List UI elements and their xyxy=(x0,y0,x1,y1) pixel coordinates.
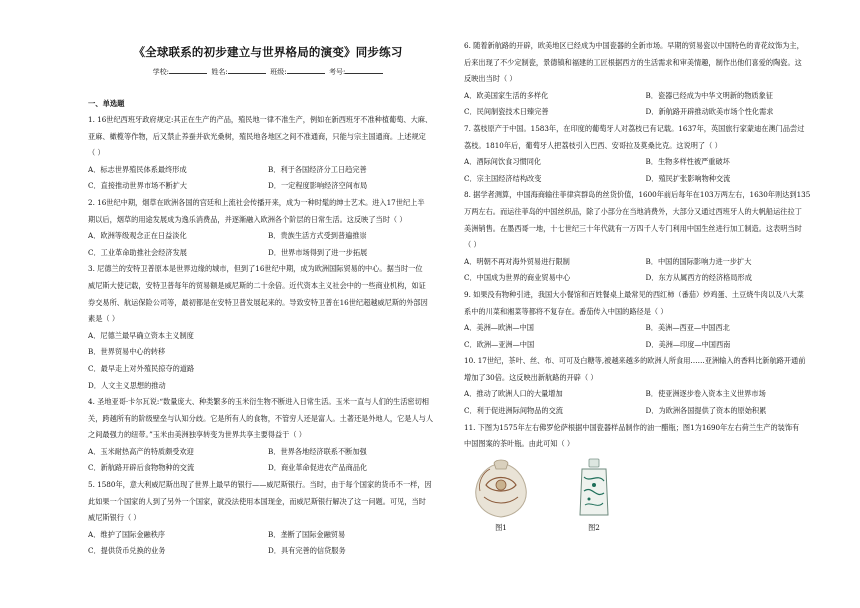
answer-option[interactable]: A．玉米耐热高产的特质颇受欢迎 xyxy=(88,446,194,456)
question-text-line: （ ） xyxy=(464,240,481,250)
question-text-line: （ ） xyxy=(88,148,105,158)
option-group xyxy=(464,386,827,419)
school-blank[interactable] xyxy=(169,66,207,74)
info-name-label: 姓名: xyxy=(211,68,228,76)
question-text-line: 亚麻、橄榄等作物，后又禁止养蚕并砍光桑树，殖民地各地区之间不准通商，只能与宗主国通商。上述规定 xyxy=(88,131,426,141)
question-text-line: 3. 尼德兰的安特卫普原本是世界边缘的城市，但到了16世纪中期，成为欧洲国际贸易的中心。据当时一位 xyxy=(88,264,423,274)
question-block xyxy=(464,121,827,187)
answer-option[interactable]: C．中国成为世界的商业贸易中心 xyxy=(464,273,571,283)
answer-option[interactable]: A．标志世界殖民体系最终形成 xyxy=(88,164,187,174)
answer-option[interactable]: A．明朝不再对海外贸易进行限制 xyxy=(464,256,570,266)
question-text-line: 之间最强力的纽带。”玉米由美洲独享转变为世界共享主要得益于（ ） xyxy=(88,430,306,440)
answer-option[interactable]: D．世界市场得到了进一步拓展 xyxy=(268,247,368,257)
answer-option[interactable]: B．使亚洲逐步卷入资本主义世界市场 xyxy=(645,389,766,399)
question-text-line: 后来出现了不少定制瓷，景德镇和福建的工匠根据西方的生活需求和审美情趣，制作出他们喜爱的陶瓷。这 xyxy=(464,57,802,67)
answer-option[interactable]: B．瓷器已经成为中华文明新的物质象征 xyxy=(645,90,773,100)
answer-option[interactable]: A．欧洲等级观念正在日益淡化 xyxy=(88,231,187,241)
tea-jar-image xyxy=(574,457,614,521)
section-title: 一、单选题 xyxy=(88,99,125,108)
question-block xyxy=(464,353,827,419)
question-text-line: 6. 随着新航路的开辟，欧美地区已经成为中国瓷器的全新市场。早期的贸易瓷以中国特色的青花纹饰为主， xyxy=(464,41,804,50)
answer-option[interactable]: C．直接推动世界市场不断扩大 xyxy=(88,181,187,191)
question-block xyxy=(88,195,448,261)
question-text-line: 系中的川菜和湘菜等都将不复存在。番茄传入中国的路径是（ ） xyxy=(464,306,668,316)
answer-option[interactable]: B．美洲—西亚—中国西北 xyxy=(645,323,730,333)
question-block xyxy=(464,38,827,121)
question-text-line: 2. 16世纪中期，烟草在欧洲各国的宫廷和上流社会传播开来，成为一种时髦的绅士艺术。进入17世纪上半 xyxy=(88,197,425,207)
question-text-line: 9. 如果没有物种引进，我国大小餐馆和百姓餐桌上最常见的西红柿（番茄）炒鸡蛋、土豆烧牛肉以及八大菜 xyxy=(464,289,804,299)
left-question-list xyxy=(88,112,448,560)
option-group xyxy=(88,228,448,261)
question-text-line: 期以后，烟草的用途发展成为逸乐消费品，并逐渐融入欧洲各个阶层的日常生活。这反映了当时（ ） xyxy=(88,214,407,224)
info-id-label: 考号: xyxy=(329,68,346,76)
class-blank[interactable] xyxy=(287,66,325,74)
answer-option[interactable]: D．殖民扩张影响物种交流 xyxy=(645,173,731,183)
answer-option[interactable]: C．最早走上对外殖民掠夺的道路 xyxy=(88,363,195,373)
question-text-line: 此如果一个国家的人到了另外一个国家，就没法使用本国现金，而威尼斯银行解决了这一问题。可见，当时 xyxy=(88,496,426,506)
answer-option[interactable]: B．利于各国经济分工日趋完善 xyxy=(268,164,367,174)
question-block xyxy=(464,420,827,453)
answer-option[interactable]: A．欧美国家生活的多样化 xyxy=(464,90,549,100)
page-title: 《全球联系的初步建立与世界格局的演变》同步练习 xyxy=(133,45,403,59)
question-block xyxy=(88,112,448,195)
option-group xyxy=(464,320,827,353)
figure-2-caption: 图2 xyxy=(588,522,600,532)
left-column xyxy=(88,96,448,560)
id-blank[interactable] xyxy=(345,66,383,74)
answer-option[interactable]: A．尼德兰最早确立资本主义制度 xyxy=(88,330,194,340)
answer-option[interactable]: C．欧洲—亚洲—中国 xyxy=(464,339,535,349)
answer-option[interactable]: A．推动了欧洲人口的大量增加 xyxy=(464,389,563,399)
name-blank[interactable] xyxy=(228,66,266,74)
question-text-line: 关，跨越所有的阶级壁垒与认知分歧。它是所有人的食物，不管穷人还是富人。土著还是外地人，它是人与人 xyxy=(88,413,434,423)
answer-option[interactable]: C．利于促进洲际间物品的交流 xyxy=(464,406,563,416)
vase-image xyxy=(466,457,536,521)
question-block xyxy=(88,477,448,560)
question-block xyxy=(464,287,827,353)
answer-option[interactable]: D．人文主义思想的推动 xyxy=(88,380,166,390)
question-block xyxy=(464,187,827,287)
answer-option[interactable]: C．工业革命助推社会经济发展 xyxy=(88,247,187,257)
question-text-line: 10. 17世纪，茶叶、丝、布、可可及白糖等,被越来越多的欧洲人所食用……亚洲输入的香料比新航路开通前 xyxy=(464,356,806,366)
figure-2 xyxy=(574,457,614,533)
question-text-line: 威尼斯银行（ ） xyxy=(88,513,141,523)
answer-option[interactable]: D．美洲—印度—中国西南 xyxy=(645,339,731,349)
right-question-list xyxy=(464,38,827,453)
answer-option[interactable]: D．新航路开辟推动欧美市场个性化需求 xyxy=(645,107,774,117)
option-group xyxy=(464,88,827,121)
answer-option[interactable]: B．世界各地经济联系不断加强 xyxy=(268,446,367,456)
option-group xyxy=(88,444,448,477)
option-group xyxy=(464,154,827,187)
info-school-label: 学校: xyxy=(152,68,169,76)
question-text-line: 5. 1580年，意大利威尼斯出现了世界上最早的银行——威尼斯银行。当时，由于每个国家的货币不一样，因 xyxy=(88,480,432,490)
answer-option[interactable]: C．宗主国经济结构改变 xyxy=(464,173,542,183)
question-block xyxy=(88,394,448,477)
question-text-line: 4. 圣地亚哥·卡尔瓦说:“数量庞大、种类繁多的玉米衍生物不断进入日常生活。玉米一直与人们的生活密切相 xyxy=(88,397,429,407)
question-text-line: 11. 下图为1575年左右佛罗伦萨根据中国瓷器样品制作的油一醋瓶；图1为1690年左右荷兰生产的装饰有 xyxy=(464,422,800,432)
question-text-line: 反映出当时（ ） xyxy=(464,74,517,84)
answer-option[interactable]: B．贵族生活方式受到普遍推崇 xyxy=(268,231,367,241)
answer-option[interactable]: D．商业革命促进农产品商品化 xyxy=(268,463,368,473)
figure-1 xyxy=(466,457,536,533)
answer-option[interactable]: C．提供货币兑换的业务 xyxy=(88,546,166,556)
option-group xyxy=(464,254,827,287)
option-group xyxy=(88,527,448,560)
question-text-line: 券交易所、航运保险公司等，最初都是在安特卫普发展起来的。导致安特卫普在16世纪超越威尼斯的外部因 xyxy=(88,297,428,307)
question-text-line: 8. 据学者测算，中国海商输往菲律宾群岛的丝货价值，1600年前后每年在103万两左右，1630年则达到135 xyxy=(464,190,811,200)
question-text-line: 万两左右。而运往菲岛的中国丝织品，除了小部分在当地消费外，大部分又通过西班牙人的大帆船运往拉丁 xyxy=(464,206,802,216)
answer-option[interactable]: C．民间制瓷技术日臻完善 xyxy=(464,107,549,117)
answer-option[interactable]: B．中国的国际影响力进一步扩大 xyxy=(645,256,752,266)
figure-1-caption: 图1 xyxy=(495,522,507,532)
option-group xyxy=(88,162,448,195)
question-text-line: 增加了30倍。这反映出新航路的开辟（ ） xyxy=(464,372,598,382)
info-class-label: 班级: xyxy=(270,68,287,76)
figure-row xyxy=(464,457,827,533)
question-text-line: 中国图案的茶叶瓶。由此可知（ ） xyxy=(464,439,575,449)
answer-option[interactable]: D．一定程度影响经济空间布局 xyxy=(268,181,368,191)
answer-option[interactable]: A．酒际间饮食习惯同化 xyxy=(464,157,542,167)
answer-option[interactable]: D．东方从属西方的经济格局形成 xyxy=(645,273,752,283)
question-text-line: 美洲销售。在墨西哥一地，十七世纪三十年代就有一万四千人专门利用中国生丝进行加工制造。这表明当时 xyxy=(464,223,802,233)
question-text-line: 1. 16世纪西班牙政府规定:其正在生产的产品，殖民地一律不准生产，例如在新西班牙不准种植葡萄、大麻、 xyxy=(88,115,433,124)
question-text-line: 7. 荔枝原产于中国。1583年，在印度的葡萄牙人对荔枝已有记载。1637年，英国旅行家蒙迪在澳门品尝过 xyxy=(464,123,805,133)
answer-option[interactable]: A．维护了国际金融秩序 xyxy=(88,529,166,539)
answer-option[interactable]: B．垄断了国际金融贸易 xyxy=(268,529,346,539)
question-block xyxy=(88,261,448,394)
option-group xyxy=(88,328,448,394)
question-text-line: 荔枝。1810年后，葡萄牙人把荔枝引入巴西、安哥拉及莫桑比克。这说明了（ ） xyxy=(464,140,722,150)
right-column xyxy=(464,38,827,533)
student-info-line xyxy=(88,66,448,77)
answer-option[interactable]: D．为欧洲各国提供了资本的原始积累 xyxy=(645,406,767,416)
answer-option[interactable]: B．世界贸易中心的转移 xyxy=(88,347,166,357)
question-text-line: 威尼斯大使记载，安特卫普每年的贸易额是威尼斯的二十余倍。近代资本主义社会中的一些商业机构，如证 xyxy=(88,280,426,290)
answer-option[interactable]: D．具有完善的信贷服务 xyxy=(268,546,346,556)
answer-option[interactable]: C．新航路开辟后食物物种的交流 xyxy=(88,463,195,473)
answer-option[interactable]: B．生物多样性被严重破坏 xyxy=(645,157,730,167)
answer-option[interactable]: A．美洲—欧洲—中国 xyxy=(464,323,534,333)
question-text-line: 素是（ ） xyxy=(88,314,120,324)
